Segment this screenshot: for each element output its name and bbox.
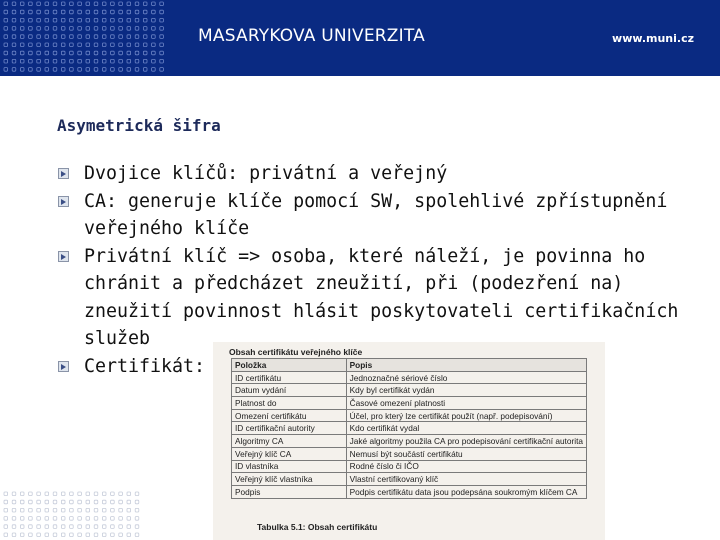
bullet-text: CA: generuje klíče pomocí SW, spolehlivé zpřístupnění veřejného klíče (84, 190, 668, 239)
description-cell: Časové omezení platnosti (346, 397, 586, 410)
table-row (232, 422, 587, 435)
bullet-text: Certifikát: (84, 355, 206, 377)
description-cell: Jednoznačné sériové číslo (346, 371, 586, 384)
bullet-arrow-icon (58, 361, 69, 372)
university-name: MASARYKOVA UNIVERZITA (198, 26, 425, 46)
item-cell: Omezení certifikátu (232, 409, 347, 422)
item-cell: Algoritmy CA (232, 435, 347, 448)
table-row (232, 485, 587, 498)
bullet-arrow-icon (58, 168, 69, 179)
description-cell: Nemusí být součástí certifikátu (346, 447, 586, 460)
item-cell: Veřejný klíč vlastníka (232, 473, 347, 486)
item-cell: Platnost do (232, 397, 347, 410)
item-cell: Datum vydání (232, 384, 347, 397)
item-cell: ID vlastníka (232, 460, 347, 473)
certificate-table (231, 358, 587, 499)
description-cell: Kdy byl certifikát vydán (346, 384, 586, 397)
header-banner (0, 0, 720, 76)
dot-grid-decoration (0, 0, 180, 76)
column-header: Popis (346, 359, 586, 372)
bullet-arrow-icon (58, 251, 69, 262)
description-cell: Účel, pro který lze certifikát použít (např. podepisování) (346, 409, 586, 422)
bullet-text: Privátní klíč => osoba, které náleží, je povinna ho chránit a předcházet zneužití, při (podezření na) zneužití povinnost hlásit poskytovateli certifikačních služeb (84, 245, 679, 349)
table-row (232, 435, 587, 448)
bullet-item (58, 160, 718, 188)
column-header: Položka (232, 359, 347, 372)
slide-title: Asymetrická šifra (57, 116, 221, 135)
table-row (232, 460, 587, 473)
description-cell: Vlastní certifikovaný klíč (346, 473, 586, 486)
table-row (232, 447, 587, 460)
university-url: www.muni.cz (612, 32, 694, 45)
description-cell: Kdo certifikát vydal (346, 422, 586, 435)
bullet-item (58, 243, 718, 353)
bullet-text: Dvojice klíčů: privátní a veřejný (84, 163, 448, 184)
description-cell: Jaké algoritmy použila CA pro podepisování certifikační autorita (346, 435, 586, 448)
table-row (232, 397, 587, 410)
bullet-arrow-icon (58, 196, 69, 207)
item-cell: ID certifikátu (232, 371, 347, 384)
certificate-table-image (213, 342, 605, 540)
table-caption: Tabulka 5.1: Obsah certifikátu (257, 522, 378, 532)
table-row (232, 473, 587, 486)
table-header-row (232, 359, 587, 372)
table-row (232, 384, 587, 397)
bullet-item (58, 188, 718, 243)
item-cell: Veřejný klíč CA (232, 447, 347, 460)
table-row (232, 371, 587, 384)
table-row (232, 409, 587, 422)
description-cell: Podpis certifikátu data jsou podepsána soukromým klíčem CA (346, 485, 586, 498)
dot-grid-decoration (0, 490, 150, 540)
item-cell: Podpis (232, 485, 347, 498)
item-cell: ID certifikační autority (232, 422, 347, 435)
description-cell: Rodné číslo či IČO (346, 460, 586, 473)
table-title: Obsah certifikátu veřejného klíče (229, 347, 363, 357)
